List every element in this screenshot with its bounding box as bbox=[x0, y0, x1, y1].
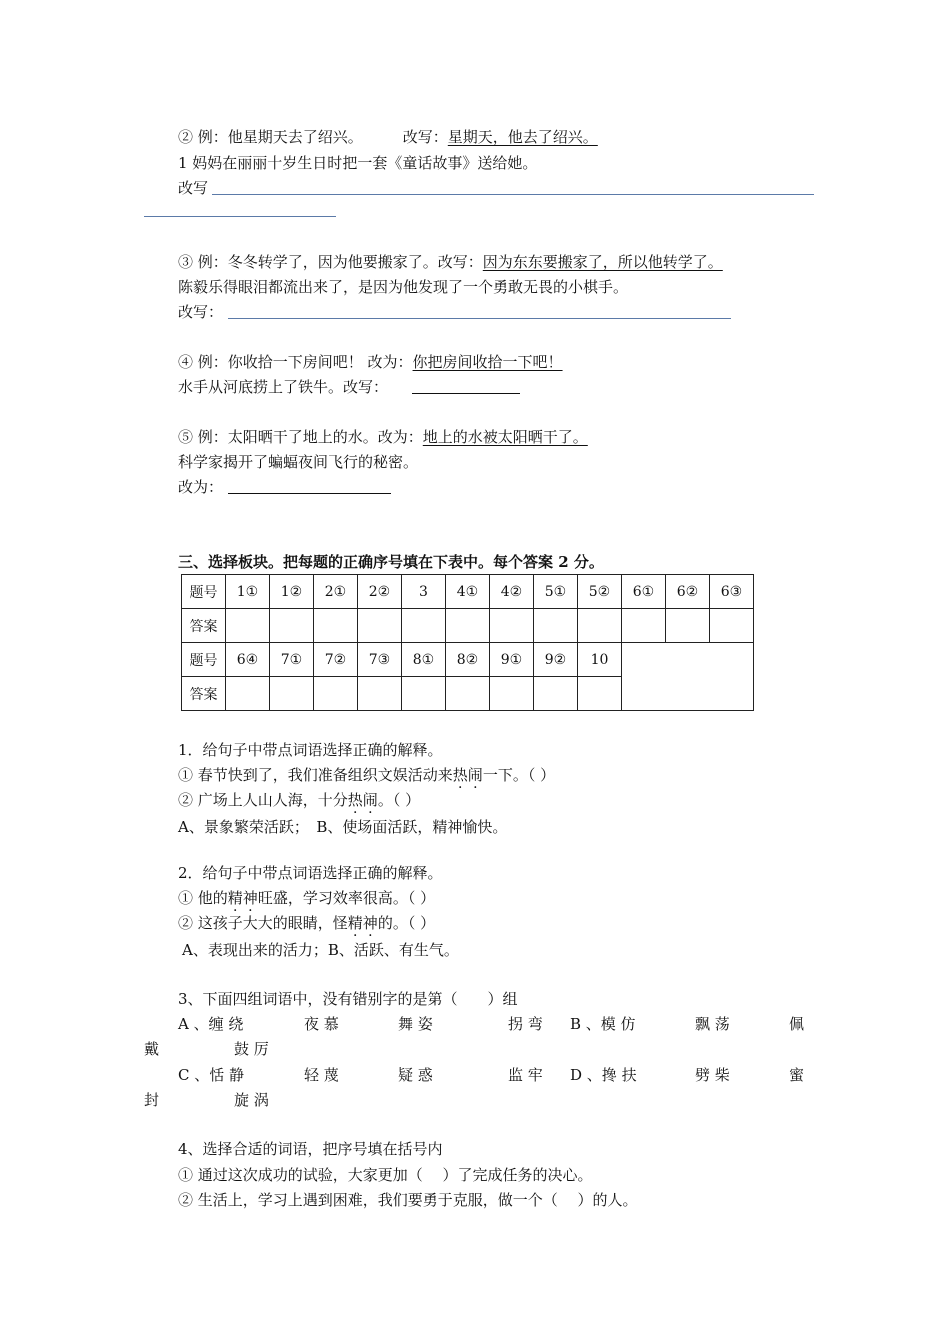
table-cell: 2① bbox=[314, 575, 358, 609]
answer-cell[interactable] bbox=[578, 609, 622, 643]
q3-word: 封 bbox=[144, 1091, 160, 1109]
q3-title: 3、下面四组词语中，没有错别字的是第（ ）组 bbox=[178, 990, 518, 1008]
answer-cell[interactable] bbox=[490, 677, 534, 711]
q3-word: 鼓 厉 bbox=[234, 1040, 269, 1058]
ex2-answer-label: 改写 bbox=[178, 179, 209, 197]
answer-cell[interactable] bbox=[358, 677, 402, 711]
answer-cell[interactable] bbox=[578, 677, 622, 711]
table-cell: 5② bbox=[578, 575, 622, 609]
ex5-question: 科学家揭开了蝙蝠夜间飞行的秘密。 bbox=[178, 453, 419, 471]
table-row bbox=[182, 643, 754, 677]
table-cell: 6③ bbox=[710, 575, 754, 609]
answer-table bbox=[181, 574, 754, 711]
q4-title: 4、选择合适的词语，把序号填在括号内 bbox=[178, 1140, 443, 1158]
ex5-example-rewrite: 地上的水被太阳晒干了。 bbox=[422, 428, 588, 446]
ex4-example: ④ 例：你收拾一下房间吧！ 改为： bbox=[178, 353, 413, 371]
table-cell: 6① bbox=[622, 575, 666, 609]
answer-cell[interactable] bbox=[710, 609, 754, 643]
row-header: 题号 bbox=[182, 643, 226, 677]
q3-word: 佩 bbox=[789, 1015, 805, 1033]
dotted-char: 热 bbox=[347, 791, 363, 809]
table-cell: 6② bbox=[666, 575, 710, 609]
q2-options: A、表现出来的活力；B、活跃、有生气。 bbox=[182, 941, 459, 959]
ex4-answer-line[interactable] bbox=[412, 393, 520, 394]
ex4-example-line bbox=[178, 353, 563, 371]
q1-sentence-1 bbox=[178, 766, 555, 784]
table-cell: 7② bbox=[314, 643, 358, 677]
answer-cell[interactable] bbox=[402, 609, 446, 643]
table-cell: 4① bbox=[446, 575, 490, 609]
q1-title: 1．给句子中带点词语选择正确的解释。 bbox=[178, 741, 443, 759]
table-cell: 9② bbox=[534, 643, 578, 677]
q3-option-d-label: D 、搀 扶 bbox=[570, 1066, 637, 1084]
dotted-char: 闹 bbox=[362, 791, 378, 809]
dotted-char: 闹 bbox=[467, 766, 483, 784]
q1-options: A、景象繁荣活跃； B、使场面活跃，精神愉快。 bbox=[178, 818, 508, 836]
table-cell: 3 bbox=[402, 575, 446, 609]
answer-cell[interactable] bbox=[226, 677, 270, 711]
answer-cell[interactable] bbox=[446, 609, 490, 643]
table-cell: 4② bbox=[490, 575, 534, 609]
q3-option-a-label: A 、缠 绕 bbox=[178, 1015, 244, 1033]
answer-cell[interactable] bbox=[490, 609, 534, 643]
q2-s1-end: 旺盛，学习效率很高。（ ） bbox=[257, 889, 436, 907]
q2-sentence-2 bbox=[178, 914, 435, 932]
table-cell: 6④ bbox=[226, 643, 270, 677]
q3-word: 轻 蔑 bbox=[304, 1066, 339, 1084]
dotted-char: 精 bbox=[347, 914, 363, 932]
answer-cell[interactable] bbox=[226, 609, 270, 643]
answer-cell[interactable] bbox=[358, 609, 402, 643]
table-cell: 10 bbox=[578, 643, 622, 677]
table-cell: 8① bbox=[402, 643, 446, 677]
q2-s2-end: 的。（ ） bbox=[377, 914, 436, 932]
q1-s2-text: ② 广场上人山人海，十分 bbox=[178, 791, 348, 809]
answer-cell[interactable] bbox=[534, 609, 578, 643]
dotted-char: 热 bbox=[452, 766, 468, 784]
q3-word: 旋 涡 bbox=[234, 1091, 269, 1109]
ex2-answer-line-cont[interactable] bbox=[144, 216, 336, 217]
q3-word: 监 牢 bbox=[508, 1066, 543, 1084]
ex2-rewrite-label: 改写： bbox=[402, 128, 448, 146]
table-cell: 1② bbox=[270, 575, 314, 609]
dotted-char: 精 bbox=[227, 889, 243, 907]
answer-cell[interactable] bbox=[314, 677, 358, 711]
q3-option-b-label: B 、模 仿 bbox=[570, 1015, 636, 1033]
table-cell: 1① bbox=[226, 575, 270, 609]
table-cell: 7① bbox=[270, 643, 314, 677]
section3-title: 三、选择板块。把每题的正确序号填在下表中。每个答案 2 分。 bbox=[178, 553, 604, 571]
q3-word: 飘 荡 bbox=[695, 1015, 730, 1033]
ex4-question: 水手从河底捞上了铁牛。改写： bbox=[178, 378, 389, 396]
q3-option-c-label: C 、恬 静 bbox=[178, 1066, 245, 1084]
answer-cell[interactable] bbox=[270, 609, 314, 643]
q2-title: 2．给句子中带点词语选择正确的解释。 bbox=[178, 864, 443, 882]
q1-s1-text: ① 春节快到了，我们准备组织文娱活动来 bbox=[178, 766, 453, 784]
answer-cell[interactable] bbox=[534, 677, 578, 711]
table-row bbox=[182, 609, 754, 643]
q3-word: 戴 bbox=[144, 1040, 160, 1058]
table-cell: 5① bbox=[534, 575, 578, 609]
q2-s1-text: ① 他的 bbox=[178, 889, 228, 907]
ex3-answer-label: 改写： bbox=[178, 303, 224, 321]
ex3-answer-line[interactable] bbox=[228, 318, 731, 319]
answer-cell[interactable] bbox=[314, 609, 358, 643]
ex2-question: 1 妈妈在丽丽十岁生日时把一套《童话故事》送给她。 bbox=[178, 154, 538, 172]
answer-cell[interactable] bbox=[622, 609, 666, 643]
ex2-example-line bbox=[178, 128, 598, 146]
q4-sentence-1: ① 通过这次成功的试验，大家更加（ ）了完成任务的决心。 bbox=[178, 1166, 593, 1184]
q1-s2-end: 。（ ） bbox=[377, 791, 421, 809]
ex4-example-rewrite: 你把房间收拾一下吧！ bbox=[412, 353, 563, 371]
dotted-char: 神 bbox=[242, 889, 258, 907]
row-header: 答案 bbox=[182, 609, 226, 643]
q3-word: 舞 姿 bbox=[398, 1015, 433, 1033]
q1-s1-end: 一下。（ ） bbox=[482, 766, 556, 784]
row-header: 题号 bbox=[182, 575, 226, 609]
q3-word: 劈 柴 bbox=[695, 1066, 730, 1084]
ex5-example-line bbox=[178, 428, 588, 446]
ex3-example-rewrite: 因为东东要搬家了，所以他转学了。 bbox=[482, 253, 723, 271]
q4-sentence-2: ② 生活上，学习上遇到困难，我们要勇于克服，做一个（ ）的人。 bbox=[178, 1191, 638, 1209]
ex3-question: 陈毅乐得眼泪都流出来了，是因为他发现了一个勇敢无畏的小棋手。 bbox=[178, 278, 629, 296]
answer-cell[interactable] bbox=[270, 677, 314, 711]
empty-merged-cell bbox=[622, 643, 754, 711]
table-cell: 7③ bbox=[358, 643, 402, 677]
ex5-answer-line[interactable] bbox=[228, 493, 391, 494]
ex2-example-rewrite: 星期天，他去了绍兴。 bbox=[447, 128, 598, 146]
ex2-answer-line[interactable] bbox=[212, 194, 814, 195]
q3-word: 疑 惑 bbox=[398, 1066, 433, 1084]
table-cell: 2② bbox=[358, 575, 402, 609]
q3-word: 拐 弯 bbox=[508, 1015, 543, 1033]
answer-cell[interactable] bbox=[446, 677, 490, 711]
ex5-answer-label: 改为： bbox=[178, 478, 224, 496]
q2-s2-text: ② 这孩子大大的眼睛，怪 bbox=[178, 914, 348, 932]
q3-word: 蜜 bbox=[789, 1066, 805, 1084]
q2-sentence-1 bbox=[178, 889, 435, 907]
table-row bbox=[182, 575, 754, 609]
ex5-example: ⑤ 例：太阳晒干了地上的水。改为： bbox=[178, 428, 423, 446]
row-header: 答案 bbox=[182, 677, 226, 711]
answer-cell[interactable] bbox=[666, 609, 710, 643]
ex3-example: ③ 例：冬冬转学了，因为他要搬家了。改写： bbox=[178, 253, 483, 271]
ex2-example: ② 例：他星期天去了绍兴。 bbox=[178, 128, 363, 146]
table-cell: 9① bbox=[490, 643, 534, 677]
answer-cell[interactable] bbox=[402, 677, 446, 711]
q1-sentence-2 bbox=[178, 791, 420, 809]
ex3-example-line bbox=[178, 253, 723, 271]
dotted-char: 神 bbox=[362, 914, 378, 932]
table-cell: 8② bbox=[446, 643, 490, 677]
q3-word: 夜 慕 bbox=[304, 1015, 339, 1033]
